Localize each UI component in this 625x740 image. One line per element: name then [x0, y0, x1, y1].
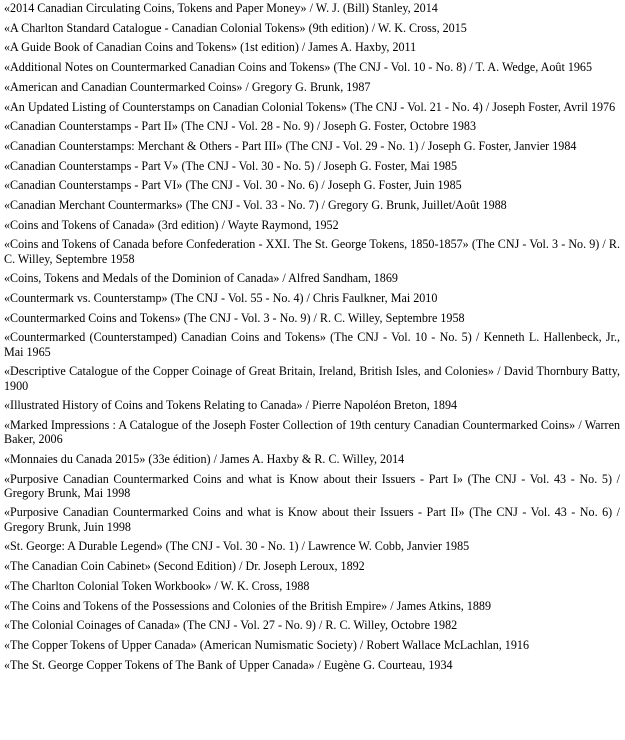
bibliography-entry: «The Copper Tokens of Upper Canada» (American Numismatic Society) / Robert Wallace McLachlan, 1916 — [4, 637, 529, 652]
bibliography-entry: «Illustrated History of Coins and Tokens Relating to Canada» / Pierre Napoléon Breton, 1894 — [4, 398, 458, 413]
bibliography-entry: «The St. George Copper Tokens of The Bank of Upper Canada» / Eugène G. Courteau, 1934 — [4, 657, 453, 672]
bibliography-entry: «Canadian Counterstamps: Merchant & Others - Part III» (The CNJ - Vol. 29 - No. 1) / Joseph G. Foster, Janvier 1984 — [4, 138, 577, 153]
bibliography-entry: «The Canadian Coin Cabinet» (Second Edition) / Dr. Joseph Leroux, 1892 — [4, 559, 365, 574]
bibliography-entry: «Coins and Tokens of Canada» (3rd edition) / Wayte Raymond, 1952 — [4, 217, 339, 232]
bibliography-entry: «St. George: A Durable Legend» (The CNJ - Vol. 30 - No. 1) / Lawrence W. Cobb, Janvier 1985 — [4, 539, 470, 554]
bibliography-entry: «A Charlton Standard Catalogue - Canadian Colonial Tokens» (9th edition) / W. K. Cross, 2015 — [4, 20, 467, 35]
bibliography-entry: «Countermarked (Counterstamped) Canadian Coins and Tokens» (The CNJ - Vol. 10 - No. 5) / Kenneth L. Hallenbeck, Jr., Mai 1965 — [4, 330, 620, 359]
bibliography-entry: «Canadian Counterstamps - Part VI» (The CNJ - Vol. 30 - No. 6) / Joseph G. Foster, Juin 1985 — [4, 178, 462, 193]
bibliography-entry: «Canadian Counterstamps - Part II» (The CNJ - Vol. 28 - No. 9) / Joseph G. Foster, Octobre 1983 — [4, 119, 477, 134]
bibliography-entry: «Countermarked Coins and Tokens» (The CNJ - Vol. 3 - No. 9) / R. C. Willey, Septembre 1958 — [4, 310, 465, 325]
bibliography-entry: «Additional Notes on Countermarked Canadian Coins and Tokens» (The CNJ - Vol. 10 - No. 8) / T. A. Wedge, Août 1965 — [4, 60, 593, 75]
bibliography-entry: «Countermark vs. Counterstamp» (The CNJ - Vol. 55 - No. 4) / Chris Faulkner, Mai 2010 — [4, 291, 438, 306]
bibliography-entry: «Purposive Canadian Countermarked Coins and what is Know about their Issuers - Part I» (The CNJ - Vol. 43 - No. 5) / Gregory Brunk, Mai 1998 — [4, 471, 620, 500]
bibliography-entry: «2014 Canadian Circulating Coins, Tokens and Paper Money» / W. J. (Bill) Stanley, 2014 — [4, 1, 438, 15]
bibliography-entry: «Canadian Counterstamps - Part V» (The CNJ - Vol. 30 - No. 5) / Joseph G. Foster, Mai 1985 — [4, 158, 457, 173]
bibliography-entry: «Coins and Tokens of Canada before Confederation - XXI. The St. George Tokens, 1850-1857» (The CNJ - Vol. 3 - No. 9) / R. C. Willey, Septembre 1958 — [4, 237, 620, 266]
bibliography-entry: «Purposive Canadian Countermarked Coins and what is Know about their Issuers - Part II» (The CNJ - Vol. 43 - No. 6) / Gregory Brunk, Juin 1998 — [4, 505, 620, 534]
bibliography-entry: «Marked Impressions : A Catalogue of the Joseph Foster Collection of 19th century Canadian Countermarked Coins» / Warren Baker, 2006 — [4, 417, 620, 447]
bibliography-entry: «Monnaies du Canada 2015» (33e édition) / James A. Haxby & R. C. Willey, 2014 — [4, 451, 405, 466]
bibliography-entry: «The Charlton Colonial Token Workbook» / W. K. Cross, 1988 — [4, 578, 310, 593]
bibliography-entry: «Descriptive Catalogue of the Copper Coinage of Great Britain, Ireland, British Isles, and Colonies» / David Thornbury Batty, 1900 — [4, 364, 620, 393]
bibliography-entry: «A Guide Book of Canadian Coins and Tokens» (1st edition) / James A. Haxby, 2011 — [4, 40, 417, 55]
bibliography-entry: «An Updated Listing of Counterstamps on Canadian Colonial Tokens» (The CNJ - Vol. 21 - No. 4) / Joseph Foster, Avril 1976 — [4, 99, 616, 114]
bibliography-entry: «The Coins and Tokens of the Possessions and Colonies of the British Empire» / James Atkins, 1889 — [4, 598, 492, 613]
bibliography-entry: «American and Canadian Countermarked Coins» / Gregory G. Brunk, 1987 — [4, 79, 371, 94]
bibliography-entry: «The Colonial Coinages of Canada» (The CNJ - Vol. 27 - No. 9) / R. C. Willey, Octobre 1982 — [4, 618, 458, 633]
bibliography-list — [4, 1, 620, 677]
bibliography-entry: «Canadian Merchant Countermarks» (The CNJ - Vol. 33 - No. 7) / Gregory G. Brunk, Juillet/Août 1988 — [4, 198, 507, 213]
bibliography-entry: «Coins, Tokens and Medals of the Dominion of Canada» / Alfred Sandham, 1869 — [4, 271, 398, 286]
